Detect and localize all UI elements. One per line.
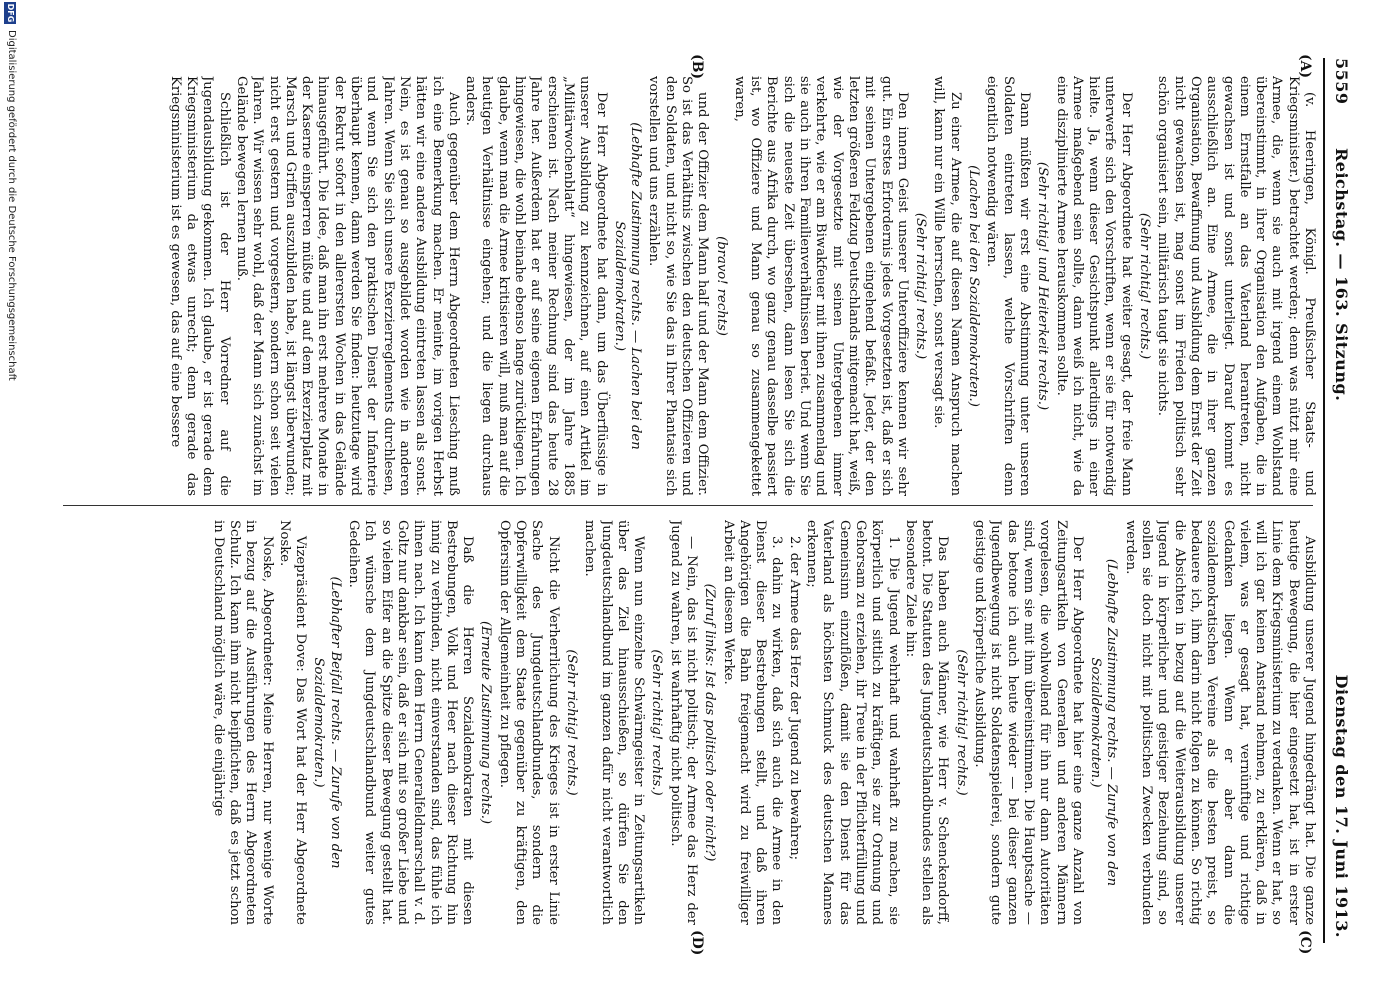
header-date: Dienstag den 17. Juni 1913. xyxy=(1332,674,1351,938)
paragraph: Der Herr Abgeordnete hat weiter gesagt, der freie Mann unterwerfe sich den Vorschriften, wenn er sie für notwendig hielte. Ja, wenn dieser Gesichtspunkt allerdings in einer Armee maßgebend sein sollte, dann weiß ich nicht, wie da eine disziplinierte Armee herauskommen sollte. xyxy=(1053,76,1134,496)
interjection: (Sehr richtig! rechts.) xyxy=(1137,212,1153,360)
paragraph: Der Herr Abgeordnete hat dann, um das Überflüssige in unserer Ausbildung zu kennzeichnen, auf einen Artikel im „Militärwochenblatt“ hingewiesen, der im Jahre 1885 erschienen ist. Nach meiner Rechnung sind das heute 28 Jahre her. Außerdem hat er auf seine eigenen Erfahrungen hingewiesen, die wohl beinahe ebenso lange zurückliegen. Ich glaube, wenn man die Armee kritisieren will, muß man auf die heutigen Verhältnisse eingehen; und die liegen durchaus anders. xyxy=(463,76,609,496)
page-number: 5559 xyxy=(1332,58,1351,105)
right-column xyxy=(42,520,1317,925)
paragraph: Zu einer Armee, die auf diesen Namen Anspruch machen will, kann nur ein Wille herrschen, sonst versagt sie. xyxy=(931,76,963,496)
dfg-logo: DFG xyxy=(6,3,15,23)
interjection: (Sehr richtig! rechts.) xyxy=(953,649,969,796)
paragraph: Wenn nun einzelne Schwärmgeister in Zeitungsartikeln über das Ziel hinausschießen, so dürfen Sie den Jungdeutschlandbund im ganzen dafür nicht verantwortlich machen. xyxy=(582,520,647,925)
paragraph: Vizepräsident Dove: Das Wort hat der Herr Abgeordnete Noske. xyxy=(276,520,309,925)
paragraph: Auch gegenüber dem Herrn Abgeordneten Liesching muß ich eine Bemerkung machen. Er meinte, im vorigen Herbst hätten wir eine andere Ausbildung eintreten lassen als sonst. Nein, es ist genau so ausgebildet worden wie in anderen Jahren. Wenn Sie sich unsere Exerzierreglements durchlesen, und wenn Sie sich den praktischen Dienst der Infanterie überhaupt kennen, dann werden Sie finden: heutzutage wird der Rekrut sofort in den allerersten Wochen in das Gelände hinausgeführt. Die Idee, daß man ihn erst mehrere Monate in der Kaserne einsperren müßte und auf dem Exerzierplatz mit Marsch und Griffen auszubilden habe, ist längst überwunden; nicht erst gestern und vorgestern, sondern schon seit vielen Jahren. Wir wissen sehr wohl, daß der Mann sich zunächst im Gelände bewegen lernen muß. xyxy=(234,76,461,496)
interjection: (Sehr richtig! rechts.) xyxy=(563,649,579,796)
margin-mark-c: (C) xyxy=(1297,930,1313,955)
interjection: (Sehr richtig! rechts.) xyxy=(649,649,665,796)
paragraph: Noske, Abgeordneter: Meine Herren, nur wenige Worte in bezug auf die Ausführungen des Herrn Abgeordneten Schulz. Ich kann ihm nicht beipflichten, daß es jetzt schon in Deutschland möglich wäre, die einjährige xyxy=(210,520,275,925)
paragraph: Ausbildung unserer Jugend hingedrängt hat. Die ganze heutige Bewegung, die hier eingesetzt hat, ist in erster Linie dem Kriegsministerium zu verdanken. Wenn er hat, so will ich gar keinen Anstand nehmen, zu erklären, daß in vielem, was er gesagt hat, vernünftige und richtige Gedanken liegen. Wenn er aber dann die sozialdemokratischen Vereine als die besten preist, so bedauere ich, ihm darin nicht folgen zu können. So richtig die Absichten in bezug auf die Weiterausbildung unserer Jugend in körperlicher und geistiger Beziehung sind, so sollen sie doch nicht mit politischen Zwecken verbunden werden. xyxy=(1122,520,1317,925)
paragraph: — Nein, das ist nicht politisch; der Armee das Herz der Jugend zu wahren, ist wahrhaftig nicht politisch. xyxy=(667,520,700,925)
paragraph: und der Offizier dem Mann half und der Mann dem Offizier. So ist das Verhältnis zwischen den deutschen Offizieren und den Soldaten, und nicht so, wie Sie das in Ihrer Phantasie sich vorstellen und uns erzählen. xyxy=(646,76,711,496)
paragraph: Der Herr Abgeordnete hat hier eine ganze Anzahl von Zeitungsartikeln von Generalen und anderen Männern vorgelesen, die wohlwollend für ihn nur dann Autoritäten sind, wenn sie mit ihm übereinstimmen. Die Hauptsache — das betone ich auch heute wieder — bei dieser ganzen Jugendbewegung ist nicht Soldatenspielerei, sondern gute geistige und körperliche Ausbildung. xyxy=(972,520,1085,925)
paragraph: Dann müßten wir erst eine Abstimmung unter unseren Soldaten eintreten lassen, welche Vorschriften denn eigentlich notwendig wären. xyxy=(984,76,1032,496)
paragraph: 1. Die Jugend wehrhaft und wahrhaft zu machen, sie körperlich und sittlich zu kräftigen, sie zur Ordnung und Gehorsam zu erziehen, ihr Treue in der Pflichterfüllung und Gemeinsinn einzuflößen, damit sie den Dienst für das Vaterland als höchsten Schmuck des deutschen Mannes erkennen; xyxy=(804,520,901,925)
header-session: Reichstag. — 163. Sitzung. xyxy=(1332,148,1351,402)
interjection: (Lebhafte Zustimmung rechts. — Lachen bei den Sozialdemokraten.) xyxy=(611,122,644,450)
interjection: (Sehr richtig! und Heiterkeit rechts.) xyxy=(1035,161,1051,411)
margin-mark-d: (D) xyxy=(689,930,705,956)
column-divider xyxy=(63,505,1313,506)
paragraph: Schließlich ist der Herr Vorredner auf die Jugendausbildung gekommen. Ich glaube, er ist gerade dem Kriegsministerium da etwas unrecht; denn gerade das Kriegsministerium ist es gewesen, das auf eine bessere xyxy=(167,76,232,496)
paragraph: 2. der Armee das Herz der Jugend zu bewahren; xyxy=(786,536,802,861)
interjection: (Sehr richtig! rechts.) xyxy=(913,212,929,360)
margin-mark-b: (B) xyxy=(689,54,705,80)
interjection: (Lachen bei den Sozialdemokraten.) xyxy=(966,165,982,407)
paragraph: Daß die Herren Sozialdemokraten mit diesen Bestrebungen, Volk und Heer nach dieser Richtung hin innig zu verbinden, nicht einverstanden sind, das fühle ich ihnen nach. Ich kann dem Herrn Generalfeldmarschall v. d. Goltz nur dankbar sein, daß er sich mit so großer Liebe und so vielem Eifer an die Spitze dieser Bewegung gestellt hat. Ich wünsche dem Jungdeutschlandbund weiter gutes Gedeihen. xyxy=(346,520,476,925)
left-column xyxy=(42,76,1317,496)
interjection: (Lebhafte Zustimmung rechts. — Zurufe von den Sozialdemokraten.) xyxy=(1088,558,1120,887)
paragraph: (v. Heeringen, Königl. Preußischer Staats- und Kriegsminister.) betrachtet werden; denn was nützt mir eine Armee, die, wenn sie auch mit irgend einem Wohlstand übereinstimmt, in ihrer Organisation den Aufgaben, die in einem Ernstfalle an das Vaterland herantreten, nicht gewachsen ist und sonst unterliegt. Darauf kommt es ausschließlich an. Eine Armee, die in ihrer ganzen Organisation, Bewaffnung und Ausbildung dem Ernst der Zeit nicht gewachsen ist, mag sonst im Frieden politisch sehr schön organisiert sein, militärisch taugt sie nichts. xyxy=(1155,76,1317,496)
interjection: (Lebhafter Beifall rechts. — Zurufe von den Sozialdemokraten.) xyxy=(311,576,343,869)
paragraph: 3. dahin zu wirken, daß sich auch die Armee in den Dienst dieser Bestrebungen stellt, und daß ihren Angehörigen die Bahn freigemacht wird zu freiwilliger Arbeit an diesem Werke. xyxy=(720,520,785,925)
header-rule xyxy=(1323,58,1325,943)
footer-credit: Digitalisierung gefördert durch die Deutsche Forschungsgemeinschaft xyxy=(6,30,17,381)
margin-mark-a: (A) xyxy=(1297,54,1313,79)
footer xyxy=(3,0,17,1000)
paragraph: Das haben auch Männer, wie Herr v. Schenckendorff, betont. Die Statuten des Jungdeutschlandbundes stellen als besondere Ziele hin: xyxy=(902,520,951,925)
paragraph: Nicht die Verherrlichung des Krieges ist in erster Linie Sache des Jungdeutschlandbundes, sondern die Opferwilligkeit dem Staate gegenüber zu kräftigen, den Opfersinn der Allgemeinheit zu pflegen. xyxy=(496,520,561,925)
interjection: (Zuruf links: Ist das politisch oder nicht?) xyxy=(702,583,718,862)
paragraph: Den innern Geist unserer Unteroffiziere kennen wir sehr gut. Ein erstes Erfordernis jedes Vorgesetzten ist, daß er sich mit seinen Untergebenen eingehend befaßt. Jeder, der den letzten größeren Feldzug Deutschlands mitgemacht hat, weiß, wie der Vorgesetzte mit seinen Untergebenen immer verkehrte, wie er am Biwakfeuer mit ihnen zusammenlag und sie auch in ihren Familienverhältnissen beriet. Und wenn Sie sich die neueste Zeit übersehen, dann lesen Sie sich die Berichte aus Afrika durch, wo ganz genau dasselbe passiert ist, wo Offiziere und Mann genau so zusammengekettet waren, xyxy=(731,76,910,496)
interjection: (Erneute Zustimmung rechts.) xyxy=(478,620,494,825)
page-header xyxy=(1327,58,1351,938)
interjection: (bravo! rechts) xyxy=(713,236,729,336)
